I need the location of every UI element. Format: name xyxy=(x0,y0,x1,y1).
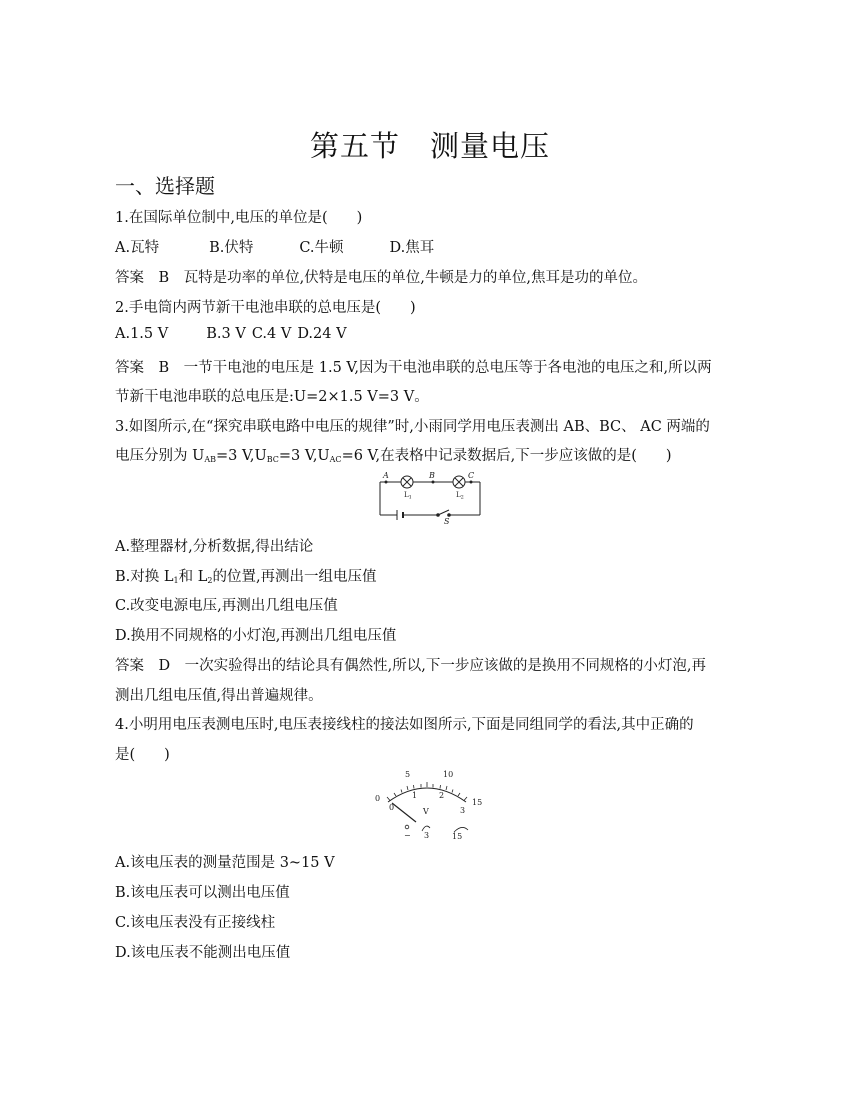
q2-answer-line2: 节新干电池串联的总电压是:U=2×1.5 V=3 V。 xyxy=(115,389,429,405)
q4-option-c: C.该电压表没有正接线柱 xyxy=(115,915,276,931)
page-title: 第五节 测量电压 xyxy=(309,129,550,163)
q1-option-c: C.牛顿 xyxy=(299,240,344,256)
inner-tick-2: 2 xyxy=(439,791,445,800)
q3-option-b-text-3: 的位置,再测出一组电压值 xyxy=(212,569,377,585)
point-a-label: A xyxy=(383,471,389,480)
section-heading: 一、选择题 xyxy=(115,174,215,198)
outer-tick-0: 0 xyxy=(375,794,381,803)
q3-stem-line1: 3.如图所示,在“探究串联电路中电压的规律”时,小雨同学用电压表测出 AB、BC、 AC 两端的 xyxy=(115,419,710,435)
q3-answer-line1: 答案 D 一次实验得出的结论具有偶然性,所以,下一步应该做的是换用不同规格的小灯泡,再 xyxy=(115,658,706,674)
q3-option-b-text-1: B.对换 L xyxy=(115,569,174,585)
q3-sub-bc: BC xyxy=(266,455,279,464)
outer-tick-10: 10 xyxy=(443,770,454,779)
q3-sub-ab: AB xyxy=(204,455,216,464)
terminal-minus-icon xyxy=(405,825,409,829)
q3-option-c: C.改变电源电压,再测出几组电压值 xyxy=(115,598,338,614)
q3-option-b-sub2: 2 xyxy=(207,576,213,585)
q3-option-b xyxy=(115,565,377,586)
q1-options xyxy=(115,236,434,257)
q3-stem-text-4: =6 V,在表格中记录数据后,下一步应该做的是( ) xyxy=(341,448,672,464)
q1-option-b: B.伏特 xyxy=(209,240,254,256)
q1-answer: 答案 B 瓦特是功率的单位,伏特是电压的单位,牛顿是力的单位,焦耳是功的单位。 xyxy=(115,270,647,286)
lamp-l1-icon xyxy=(401,476,413,488)
q2-option-a: A.1.5 V xyxy=(115,326,169,342)
q3-option-d: D.换用不同规格的小灯泡,再测出几组电压值 xyxy=(115,628,397,644)
lamp-l1-label: $L_1$ xyxy=(404,491,412,501)
q4-option-b: B.该电压表可以测出电压值 xyxy=(115,885,290,901)
meter-scale-arc xyxy=(388,788,466,802)
battery-icon xyxy=(397,510,403,520)
outer-tick-15: 15 xyxy=(472,798,483,807)
q3-option-a: A.整理器材,分析数据,得出结论 xyxy=(115,539,314,555)
point-c-label: C xyxy=(468,471,475,480)
outer-tick-5: 5 xyxy=(405,770,411,779)
q1-option-d: D.焦耳 xyxy=(389,240,435,256)
point-b-label: B xyxy=(429,471,435,480)
q1-stem: 1.在国际单位制中,电压的单位是( ) xyxy=(115,210,363,226)
q3-sub-ac: AC xyxy=(329,455,342,464)
inner-tick-0: 0 xyxy=(389,803,395,812)
q3-option-b-text-2: 和 L xyxy=(178,569,208,585)
series-circuit-diagram xyxy=(370,470,490,528)
q3-stem-text-2: =3 V,U xyxy=(216,448,267,464)
q2-option-c: C.4 V xyxy=(251,326,292,342)
inner-tick-1: 1 xyxy=(412,791,418,800)
q2-stem: 2.手电筒内两节新干电池串联的总电压是( ) xyxy=(115,300,416,316)
q3-stem-line2 xyxy=(115,444,672,465)
q2-option-d: D.24 V xyxy=(297,326,347,342)
q3-stem-text-1: 电压分别为 U xyxy=(115,448,205,464)
meter-ticks xyxy=(387,782,467,801)
meter-pointer xyxy=(392,803,416,822)
lamp-l2-icon xyxy=(453,476,465,488)
voltmeter-diagram xyxy=(372,766,490,842)
q4-option-d: D.该电压表不能测出电压值 xyxy=(115,945,291,961)
q4-option-a: A.该电压表的测量范围是 3~15 V xyxy=(115,855,335,871)
q3-stem-text-3: =3 V,U xyxy=(278,448,330,464)
q2-option-b: B.3 V xyxy=(206,326,246,342)
lamp-l2-label: $L_2$ xyxy=(456,491,464,501)
switch-s-label: S xyxy=(444,517,450,526)
q2-options xyxy=(115,326,347,342)
q3-option-b-sub1: 1 xyxy=(173,576,179,585)
terminal-3-label: 3 xyxy=(424,831,430,840)
meter-unit-label: V xyxy=(423,807,429,816)
q4-stem-line2: 是( ) xyxy=(115,747,170,763)
q1-option-a: A.瓦特 xyxy=(115,240,160,256)
terminal-minus-label: − xyxy=(404,831,411,840)
q4-stem-line1: 4.小明用电压表测电压时,电压表接线柱的接法如图所示,下面是同组同学的看法,其中正确的 xyxy=(115,717,694,733)
q3-answer-line2: 测出几组电压值,得出普遍规律。 xyxy=(115,688,323,704)
terminal-15-label: 15 xyxy=(452,832,463,841)
q2-answer-line1: 答案 B 一节干电池的电压是 1.5 V,因为干电池串联的总电压等于各电池的电压之和,所以两 xyxy=(115,360,712,376)
inner-tick-3: 3 xyxy=(460,806,466,815)
switch-icon xyxy=(437,510,451,516)
